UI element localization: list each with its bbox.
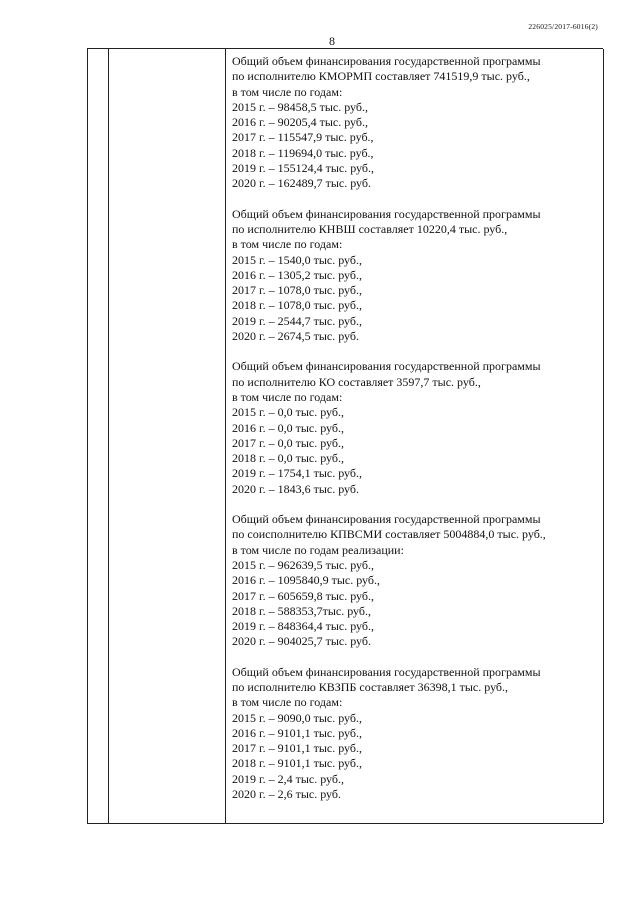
table-border-left — [87, 49, 88, 823]
block-summary-line: по исполнителю КО составляет 3597,7 тыс. руб., — [232, 374, 481, 389]
table-cell-content — [232, 54, 597, 817]
funding-block — [232, 359, 597, 497]
block-summary-line: в том числе по годам: — [232, 84, 343, 99]
year-amount-line: 2018 г. – 119694,0 тыс. руб., — [232, 145, 374, 160]
year-amount-line: 2019 г. – 1754,1 тыс. руб., — [232, 466, 362, 481]
year-amount-line: 2020 г. – 1843,6 тыс. руб. — [232, 481, 359, 496]
year-amount-line: 2017 г. – 9101,1 тыс. руб., — [232, 741, 362, 756]
year-amount-line: 2019 г. – 2,4 тыс. руб., — [232, 771, 344, 786]
block-summary-line: в том числе по годам: — [232, 695, 343, 710]
year-amount-line: 2020 г. – 162489,7 тыс. руб. — [232, 176, 371, 191]
year-amount-line: 2018 г. – 1078,0 тыс. руб., — [232, 298, 362, 313]
block-summary-line: в том числе по годам: — [232, 389, 343, 404]
block-summary-line: в том числе по годам реализации: — [232, 542, 404, 557]
block-heading-line: Общий объем финансирования государственной программы — [232, 512, 541, 527]
block-summary-line: по исполнителю КНВШ составляет 10220,4 тыс. руб., — [232, 221, 508, 236]
year-amount-line: 2016 г. – 1095840,9 тыс. руб., — [232, 573, 380, 588]
funding-block — [232, 512, 597, 650]
year-amount-line: 2016 г. – 9101,1 тыс. руб., — [232, 725, 362, 740]
year-amount-line: 2016 г. – 90205,4 тыс. руб., — [232, 115, 368, 130]
year-amount-line: 2016 г. – 1305,2 тыс. руб., — [232, 267, 362, 282]
year-amount-line: 2015 г. – 9090,0 тыс. руб., — [232, 710, 362, 725]
block-heading-line: Общий объем финансирования государственной программы — [232, 206, 541, 221]
funding-block — [232, 665, 597, 803]
year-amount-line: 2018 г. – 0,0 тыс. руб., — [232, 451, 344, 466]
block-summary-line: по исполнителю КВЗПБ составляет 36398,1 тыс. руб., — [232, 679, 509, 694]
funding-block — [232, 207, 597, 345]
year-amount-line: 2017 г. – 605659,8 тыс. руб., — [232, 588, 374, 603]
year-amount-line: 2015 г. – 1540,0 тыс. руб., — [232, 252, 362, 267]
table-border-right — [603, 49, 604, 823]
page-number: 8 — [329, 34, 335, 48]
year-amount-line: 2015 г. – 98458,5 тыс. руб., — [232, 99, 368, 114]
year-amount-line: 2020 г. – 2674,5 тыс. руб. — [232, 329, 359, 344]
year-amount-line: 2015 г. – 0,0 тыс. руб., — [232, 405, 344, 420]
block-heading-line: Общий объем финансирования государственной программы — [232, 359, 541, 374]
year-amount-line: 2016 г. – 0,0 тыс. руб., — [232, 420, 344, 435]
year-amount-line: 2017 г. – 1078,0 тыс. руб., — [232, 283, 362, 298]
year-amount-line: 2015 г. – 962639,5 тыс. руб., — [232, 557, 374, 572]
funding-block — [232, 54, 597, 192]
year-amount-line: 2020 г. – 2,6 тыс. руб. — [232, 787, 341, 802]
year-amount-line: 2019 г. – 155124,4 тыс. руб., — [232, 161, 374, 176]
block-heading-line: Общий объем финансирования государственной программы — [232, 54, 541, 68]
table-column-divider — [108, 49, 109, 823]
year-amount-line: 2018 г. – 9101,1 тыс. руб., — [232, 756, 362, 771]
year-amount-line: 2018 г. – 588353,7тыс. руб., — [232, 603, 371, 618]
year-amount-line: 2017 г. – 115547,9 тыс. руб., — [232, 130, 374, 145]
year-amount-line: 2019 г. – 848364,4 тыс. руб., — [232, 619, 374, 634]
block-summary-line: по соисполнителю КПВСМИ составляет 5004884,0 тыс. руб., — [232, 527, 546, 542]
block-heading-line: Общий объем финансирования государственной программы — [232, 664, 541, 679]
year-amount-line: 2019 г. – 2544,7 тыс. руб., — [232, 313, 362, 328]
block-summary-line: в том числе по годам: — [232, 237, 343, 252]
document-id: 226025/2017-6016(2) — [528, 22, 598, 31]
table-frame — [87, 48, 603, 824]
year-amount-line: 2020 г. – 904025,7 тыс. руб. — [232, 634, 371, 649]
year-amount-line: 2017 г. – 0,0 тыс. руб., — [232, 435, 344, 450]
table-column-divider — [225, 49, 226, 823]
block-summary-line: по исполнителю КМОРМП составляет 741519,9 тыс. руб., — [232, 69, 530, 84]
